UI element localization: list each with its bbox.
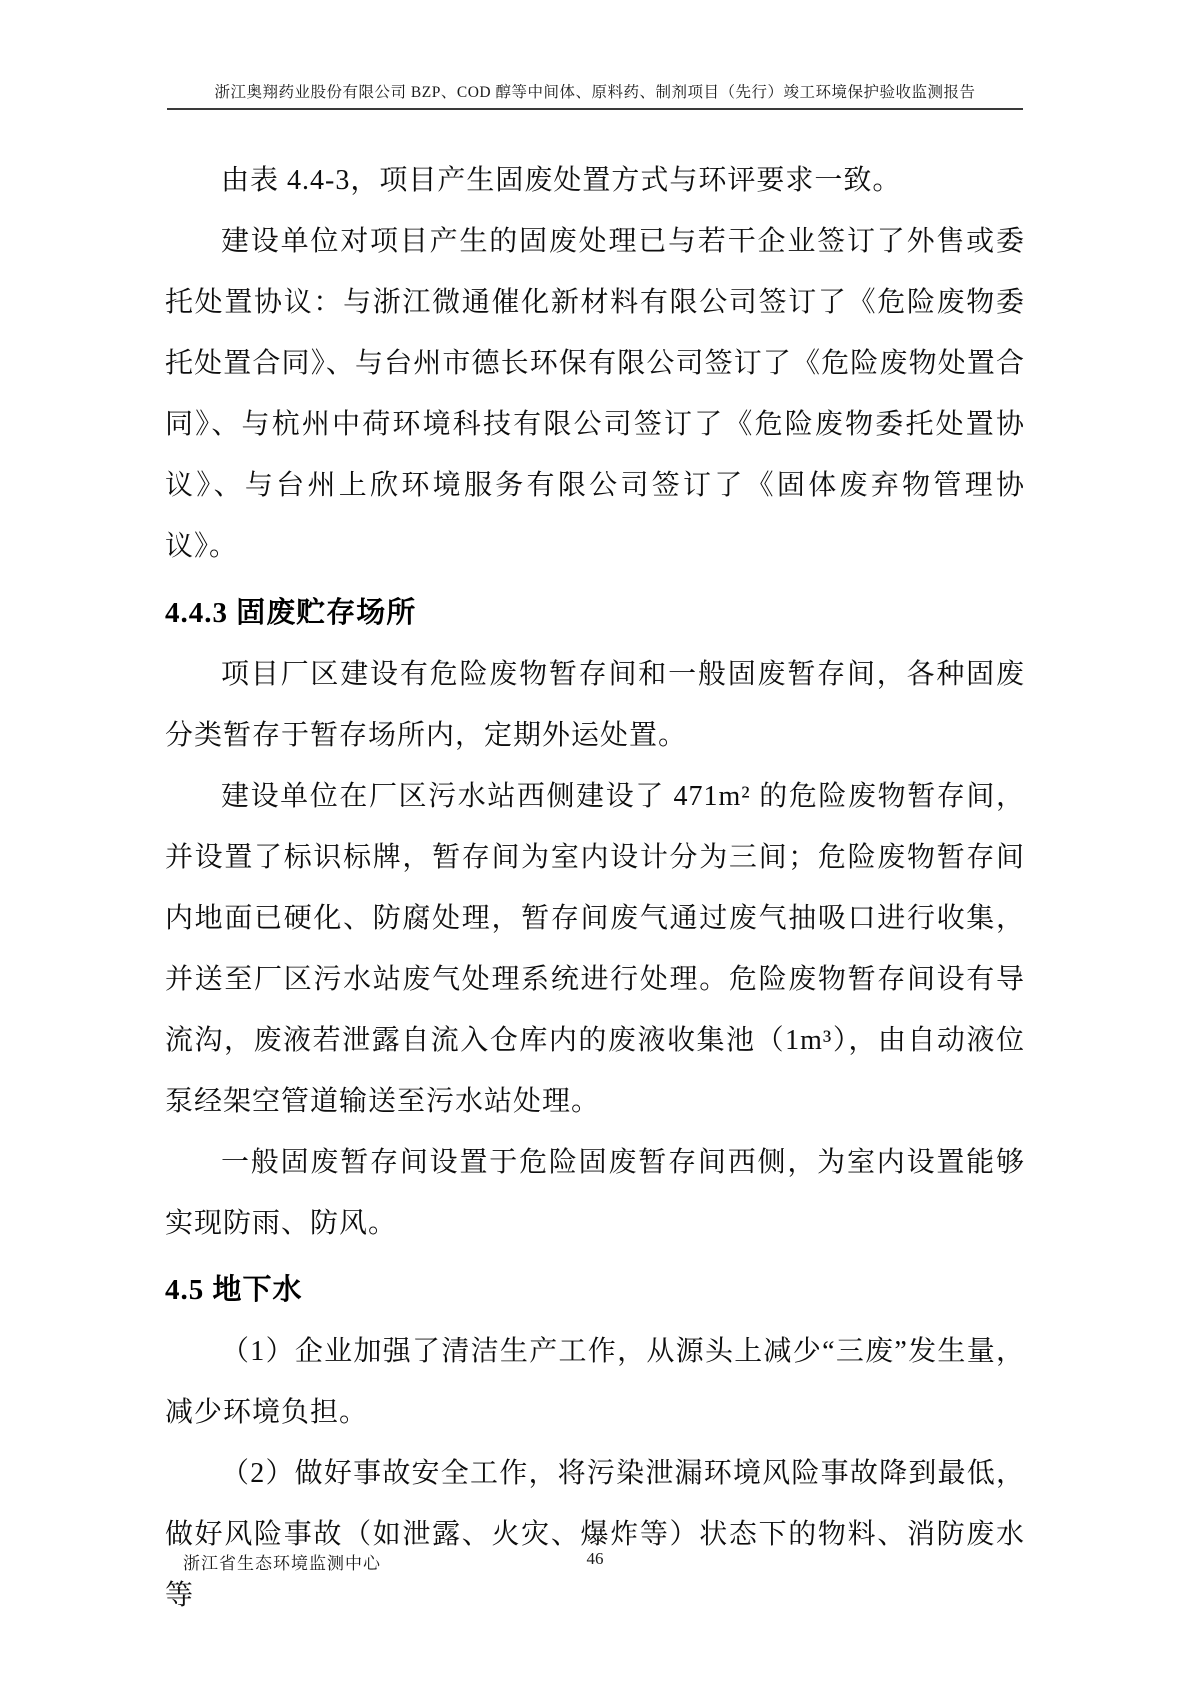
- heading-4-5-groundwater: 4.5 地下水: [165, 1274, 303, 1306]
- footer-organization: 浙江省生态环境监测中心: [183, 1554, 381, 1573]
- paragraph-solid-waste-conclusion: 由表 4.4-3，项目产生固废处置方式与环评要求一致。: [221, 165, 902, 196]
- paragraph-general-storage: 一般固废暂存间设置于危险固废暂存间西侧，为室内设置能够实现防雨、防风。: [165, 1147, 1025, 1239]
- page-footer: [165, 1549, 1025, 1575]
- paragraph-groundwater-item-1: （1）企业加强了清洁生产工作，从源头上减少“三废”发生量，减少环境负担。: [165, 1336, 1025, 1428]
- page-number: 46: [586, 1549, 604, 1568]
- paragraph-disposal-agreements: 建设单位对项目产生的固废处理已与若干企业签订了外售或委托处置协议：与浙江微通催化新材料有限公司签订了《危险废物委托处置合同》、与台州市德长环保有限公司签订了《危险废物处置合同》、与杭州中荷环境科技有限公司签订了《危险废物委托处置协议》、与台州上欣环境服务有限公司签订了《固体废弃物管理协议》。: [165, 226, 1025, 562]
- paragraph-hazardous-storage-detail: 建设单位在厂区污水站西侧建设了 471m² 的危险废物暂存间，并设置了标识标牌，暂存间为室内设计分为三间；危险废物暂存间内地面已硬化、防腐处理，暂存间废气通过废气抽吸口进行收集，并送至厂区污水站废气处理系统进行处理。危险废物暂存间设有导流沟，废液若泄露自流入仓库内的废液收集池（1m³），由自动液位泵经架空管道输送至污水站处理。: [165, 781, 1025, 1117]
- document-body: [165, 150, 1025, 1626]
- paragraph-storage-overview: 项目厂区建设有危险废物暂存间和一般固废暂存间，各种固废分类暂存于暂存场所内，定期外运处置。: [165, 659, 1025, 751]
- page-header: [167, 82, 1023, 110]
- running-header-title: 浙江奥翔药业股份有限公司 BZP、COD 醇等中间体、原料药、制剂项目（先行）竣工环境保护验收监测报告: [214, 84, 976, 101]
- header-rule: [167, 108, 1023, 110]
- heading-4-4-3-solid-waste-storage: 4.4.3 固废贮存场所: [165, 597, 417, 629]
- paragraph-groundwater-item-2: （2）做好事故安全工作，将污染泄漏环境风险事故降到最低，做好风险事故（如泄露、火灾、爆炸等）状态下的物料、消防废水等: [165, 1458, 1025, 1611]
